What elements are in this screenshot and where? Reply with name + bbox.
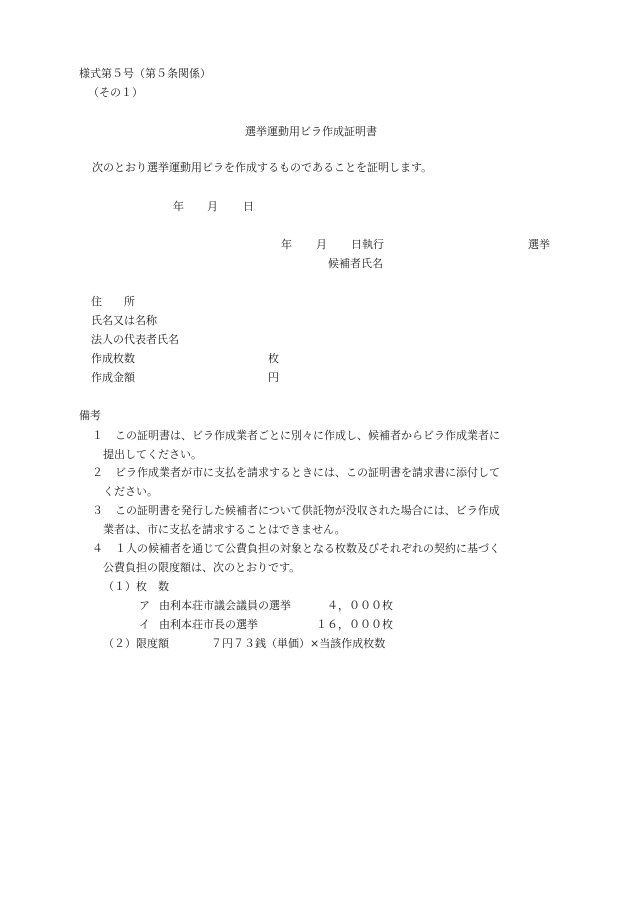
- amount-label: 作成金額: [91, 371, 135, 384]
- item-a-letter: ア: [139, 599, 150, 612]
- form-number: 様式第５号（第５条関係）: [79, 67, 211, 80]
- note-2-line-1: ビラ作成業者が市に支払を請求するときには、この証明書を請求書に添付して: [115, 466, 500, 479]
- note-2-line-2: ください。: [103, 485, 158, 498]
- quantity-unit: 枚: [268, 352, 279, 365]
- election-label: 選挙: [528, 238, 550, 251]
- amount-unit: 円: [268, 371, 279, 384]
- note-3-line-1: この証明書を発行した候補者について供託物が没収された場合には、ビラ作成: [115, 504, 500, 517]
- note-4-line-1: １人の候補者を通じて公費負担の対象となる枚数及びそれぞれの契約に基づく: [115, 542, 500, 555]
- note-1-line-1: この証明書は、ビラ作成業者ごとに別々に作成し、候補者からビラ作成業者に: [115, 429, 500, 442]
- quantity-label: 作成枚数: [91, 352, 135, 365]
- note-1-number: １: [92, 429, 103, 442]
- note-4-number: ４: [92, 542, 103, 555]
- note-4-line-2: 公費負担の限度額は、次のとおりです。: [103, 561, 301, 574]
- representative-label: 法人の代表者氏名: [91, 333, 179, 346]
- item-a-text: 由利本荘市議会議員の選挙: [159, 599, 291, 612]
- date-month-label: 月: [207, 200, 218, 213]
- form-sub-number: （その１）: [88, 86, 143, 99]
- sub-item-2-value: ７円７３銭（単価）×当該作成枚数: [211, 637, 386, 650]
- item-i-count: １６，０００枚: [316, 618, 393, 631]
- document-title: 選挙運動用ビラ作成証明書: [245, 125, 377, 138]
- item-i-text: 由利本荘市長の選挙: [159, 618, 258, 631]
- note-1-line-2: 提出してください。: [103, 448, 202, 461]
- note-3-number: ３: [92, 504, 103, 517]
- date-day-label: 日: [243, 200, 254, 213]
- election-day-exec-label: 日執行: [351, 238, 384, 251]
- note-3-line-2: 業者は、市に支払を請求することはできません。: [103, 523, 346, 536]
- election-year-label: 年: [281, 238, 292, 251]
- address-label: 住 所: [91, 295, 135, 308]
- sub-item-2-label: （２）限度額: [103, 637, 169, 650]
- election-month-label: 月: [316, 238, 327, 251]
- note-2-number: ２: [92, 466, 103, 479]
- item-i-letter: イ: [139, 618, 150, 631]
- notes-heading: 備考: [79, 409, 101, 422]
- date-year-label: 年: [173, 200, 184, 213]
- name-label: 氏名又は名称: [91, 314, 157, 327]
- item-a-count: ４，０００枚: [327, 599, 393, 612]
- intro-statement: 次のとおり選挙運動用ビラを作成するものであることを証明します。: [92, 161, 433, 174]
- candidate-name-label: 候補者氏名: [328, 257, 383, 270]
- sub-item-1-label: （１）枚 数: [103, 580, 169, 593]
